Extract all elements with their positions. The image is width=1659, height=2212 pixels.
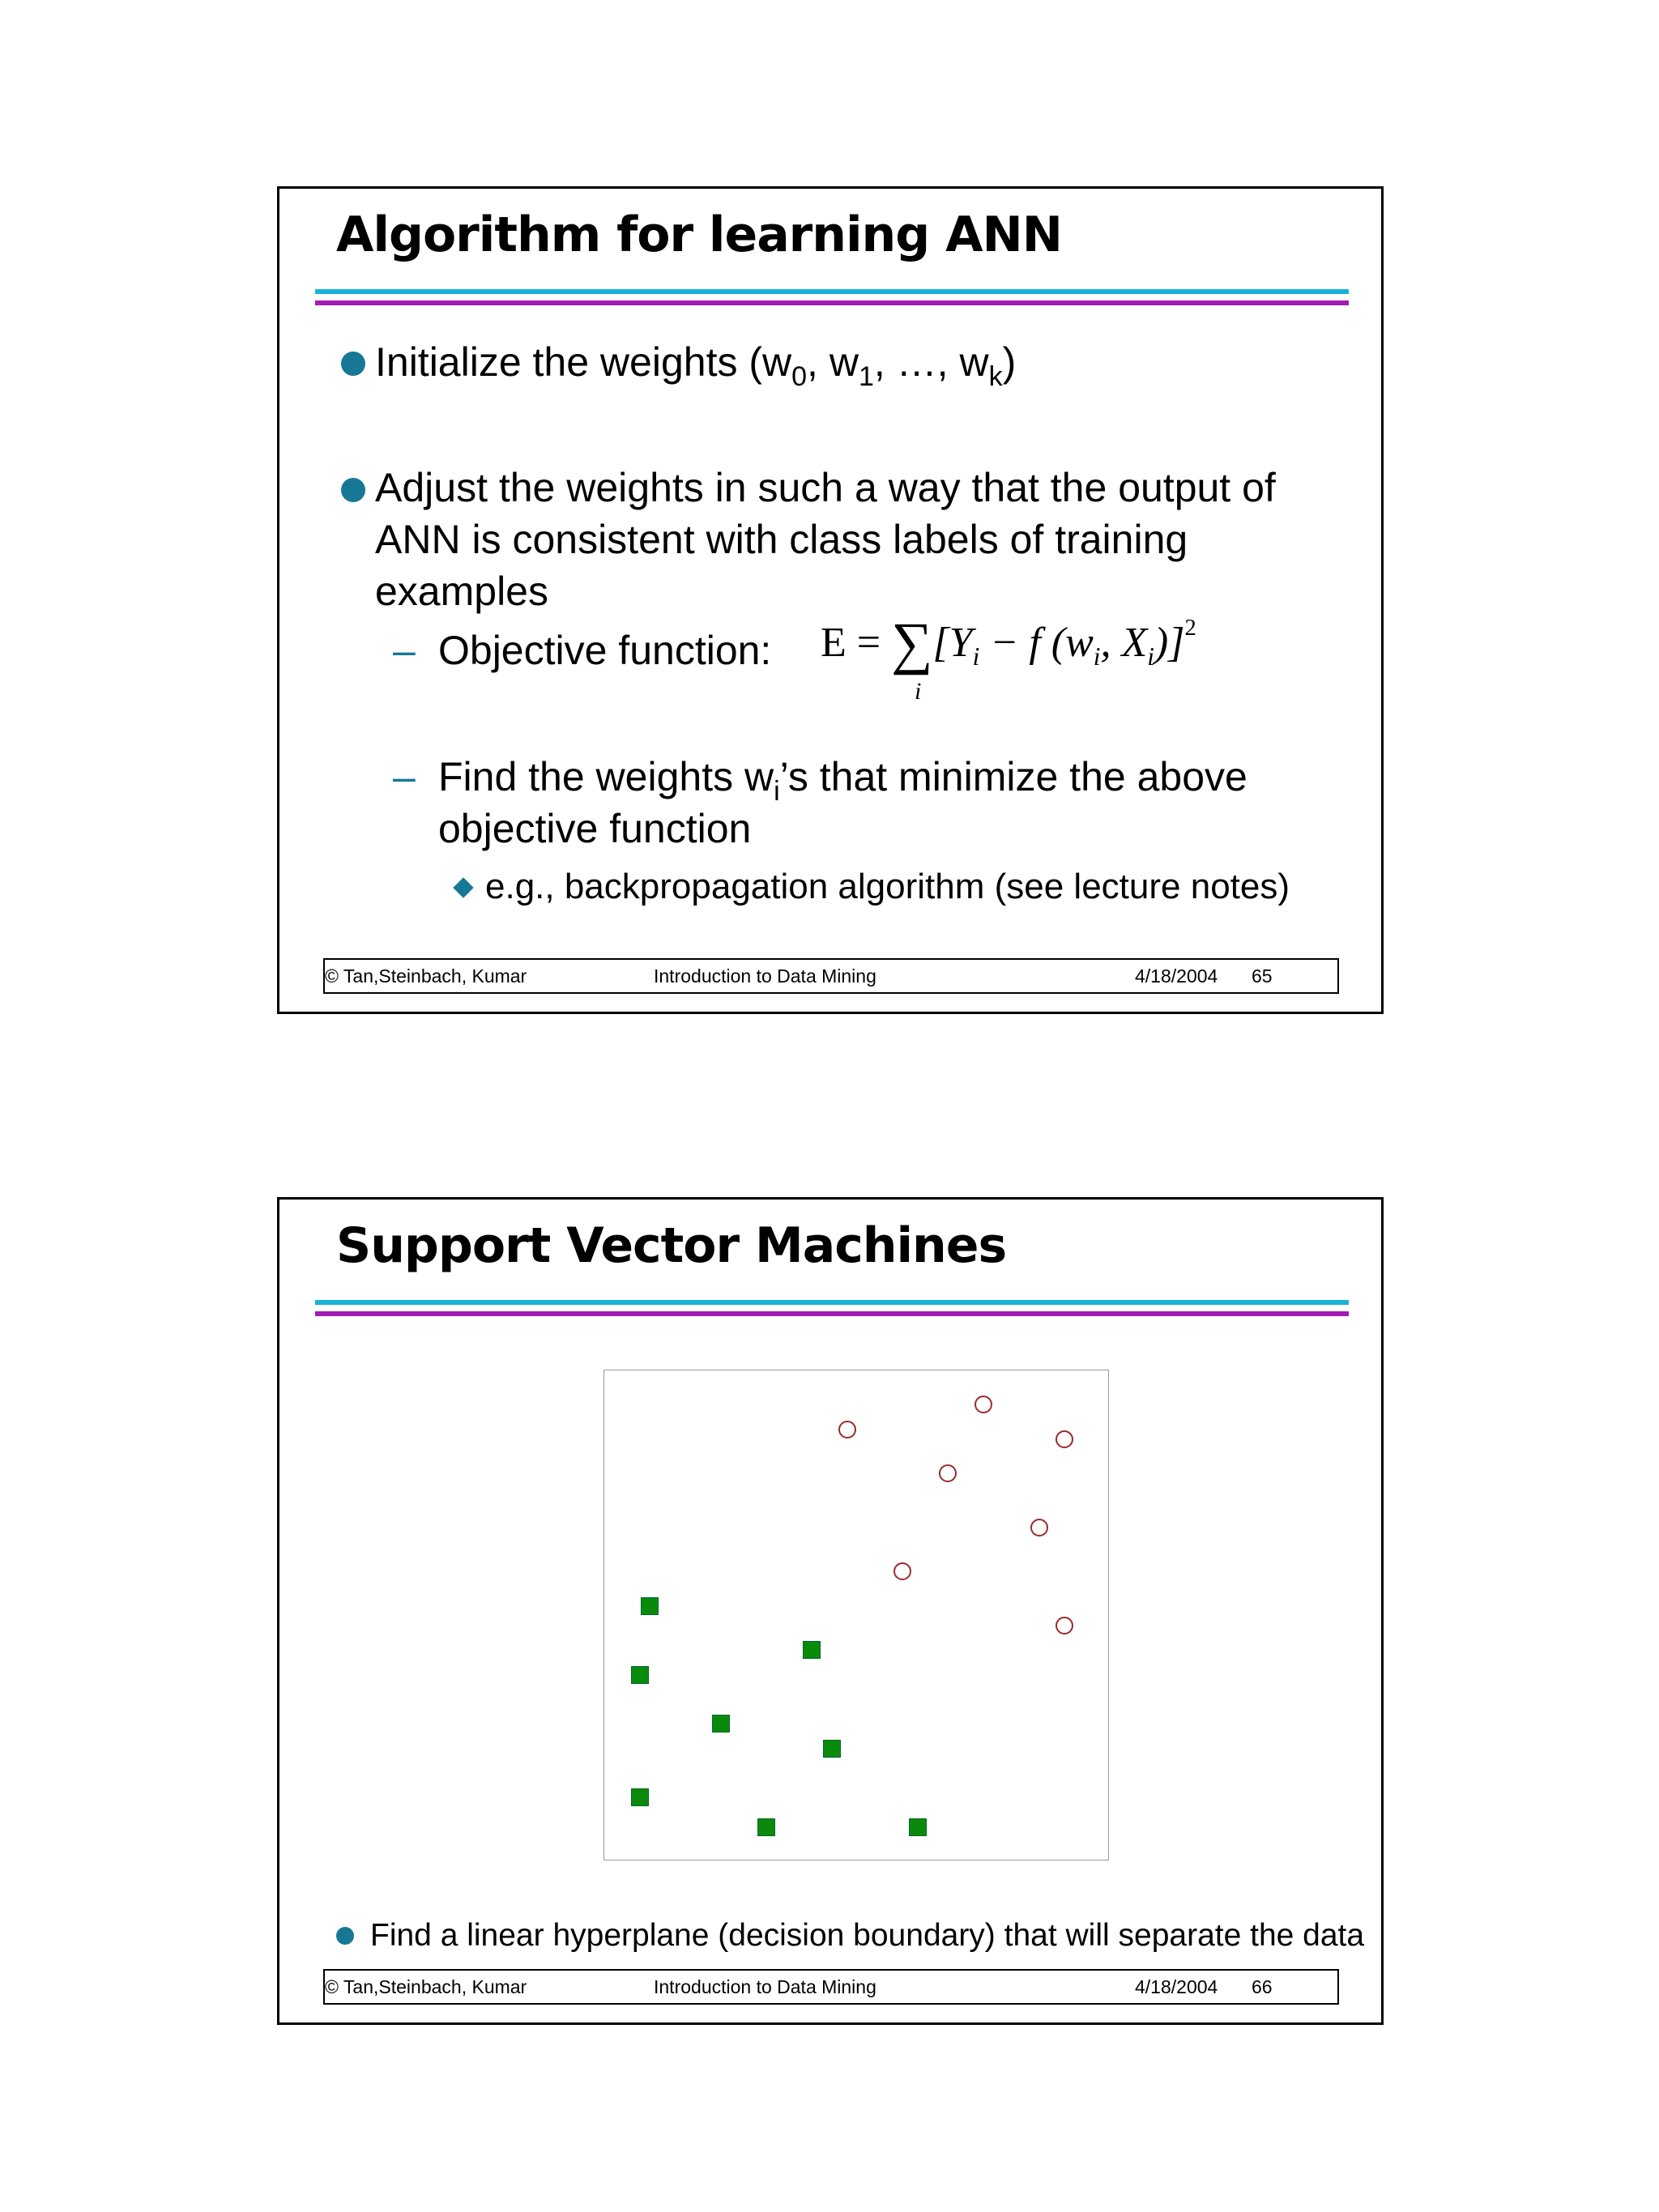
bullet-dot-icon [341, 478, 365, 502]
sub-bullet-find-weights: Find the weights $w_i’s$ that minimize the above objective function [438, 754, 1247, 851]
title-rule-cyan [315, 1300, 1349, 1305]
footer-date: 4/18/2004 [1135, 1976, 1218, 1997]
circle-data-point [1056, 1430, 1073, 1448]
square-data-point [631, 1788, 649, 1806]
slide-65 [277, 186, 1384, 1014]
square-data-point [803, 1641, 821, 1659]
square-data-point [631, 1666, 649, 1684]
slide-title: Algorithm for learning ANN [336, 207, 1062, 263]
objective-function-formula [821, 608, 1196, 705]
bullet-dot-icon [341, 352, 365, 376]
diamond-bullet-icon [453, 877, 473, 897]
title-rule-cyan [315, 289, 1349, 294]
bullet-initialize-weights: Initialize the weights ($w_0$, $w_1$, …, $w_k$) [375, 339, 1017, 392]
slide-footer [323, 958, 1339, 994]
footer-date: 4/18/2004 [1135, 965, 1218, 987]
bullet-linear-hyperplane: Find a linear hyperplane (decision boundary) that will separate the data [370, 1918, 1365, 1953]
footer-page-number: 65 [1252, 965, 1273, 987]
footer-authors: © Tan,Steinbach, Kumar [325, 1976, 527, 1997]
title-rule-magenta [315, 1311, 1349, 1316]
svm-scatter-plot [603, 1370, 1109, 1860]
footer-course: Introduction to Data Mining [654, 1976, 876, 1997]
circle-data-point [939, 1464, 957, 1482]
slide-title: Support Vector Machines [336, 1217, 1007, 1274]
circle-data-point [838, 1421, 856, 1438]
footer-authors: © Tan,Steinbach, Kumar [325, 965, 527, 987]
square-data-point [909, 1818, 927, 1836]
sub-sub-bullet-backprop: e.g., backpropagation algorithm (see lecture notes) [485, 867, 1290, 906]
footer-course: Introduction to Data Mining [654, 965, 876, 987]
slide-footer [323, 1969, 1339, 2005]
summation-index: i [915, 678, 922, 705]
sub-bullet-dash: – [393, 628, 416, 673]
formula-body: [$Y_i - f$ ($w_i$, $X_i$)] [932, 620, 1185, 671]
square-data-point [641, 1597, 659, 1615]
sub-bullet-dash: – [393, 754, 416, 799]
circle-data-point [1030, 1519, 1048, 1536]
bullet-dot-icon [336, 1927, 354, 1945]
bullet-adjust-weights: Adjust the weights in such a way that the output of ANN is consistent with class labels of training examples [375, 465, 1276, 614]
circle-data-point [893, 1562, 911, 1580]
objective-function-label: Objective function: [438, 628, 772, 673]
square-data-point [712, 1715, 730, 1733]
square-data-point [823, 1740, 841, 1758]
square-data-point [757, 1818, 775, 1836]
circle-data-point [1056, 1617, 1073, 1634]
title-rule-magenta [315, 300, 1349, 305]
formula-power: 2 [1184, 616, 1196, 641]
slide-66 [277, 1197, 1384, 2025]
circle-data-point [975, 1396, 992, 1413]
formula-lhs: E = [821, 620, 881, 666]
footer-page-number: 66 [1252, 1976, 1273, 1997]
summation-symbol: ∑ [891, 611, 933, 676]
